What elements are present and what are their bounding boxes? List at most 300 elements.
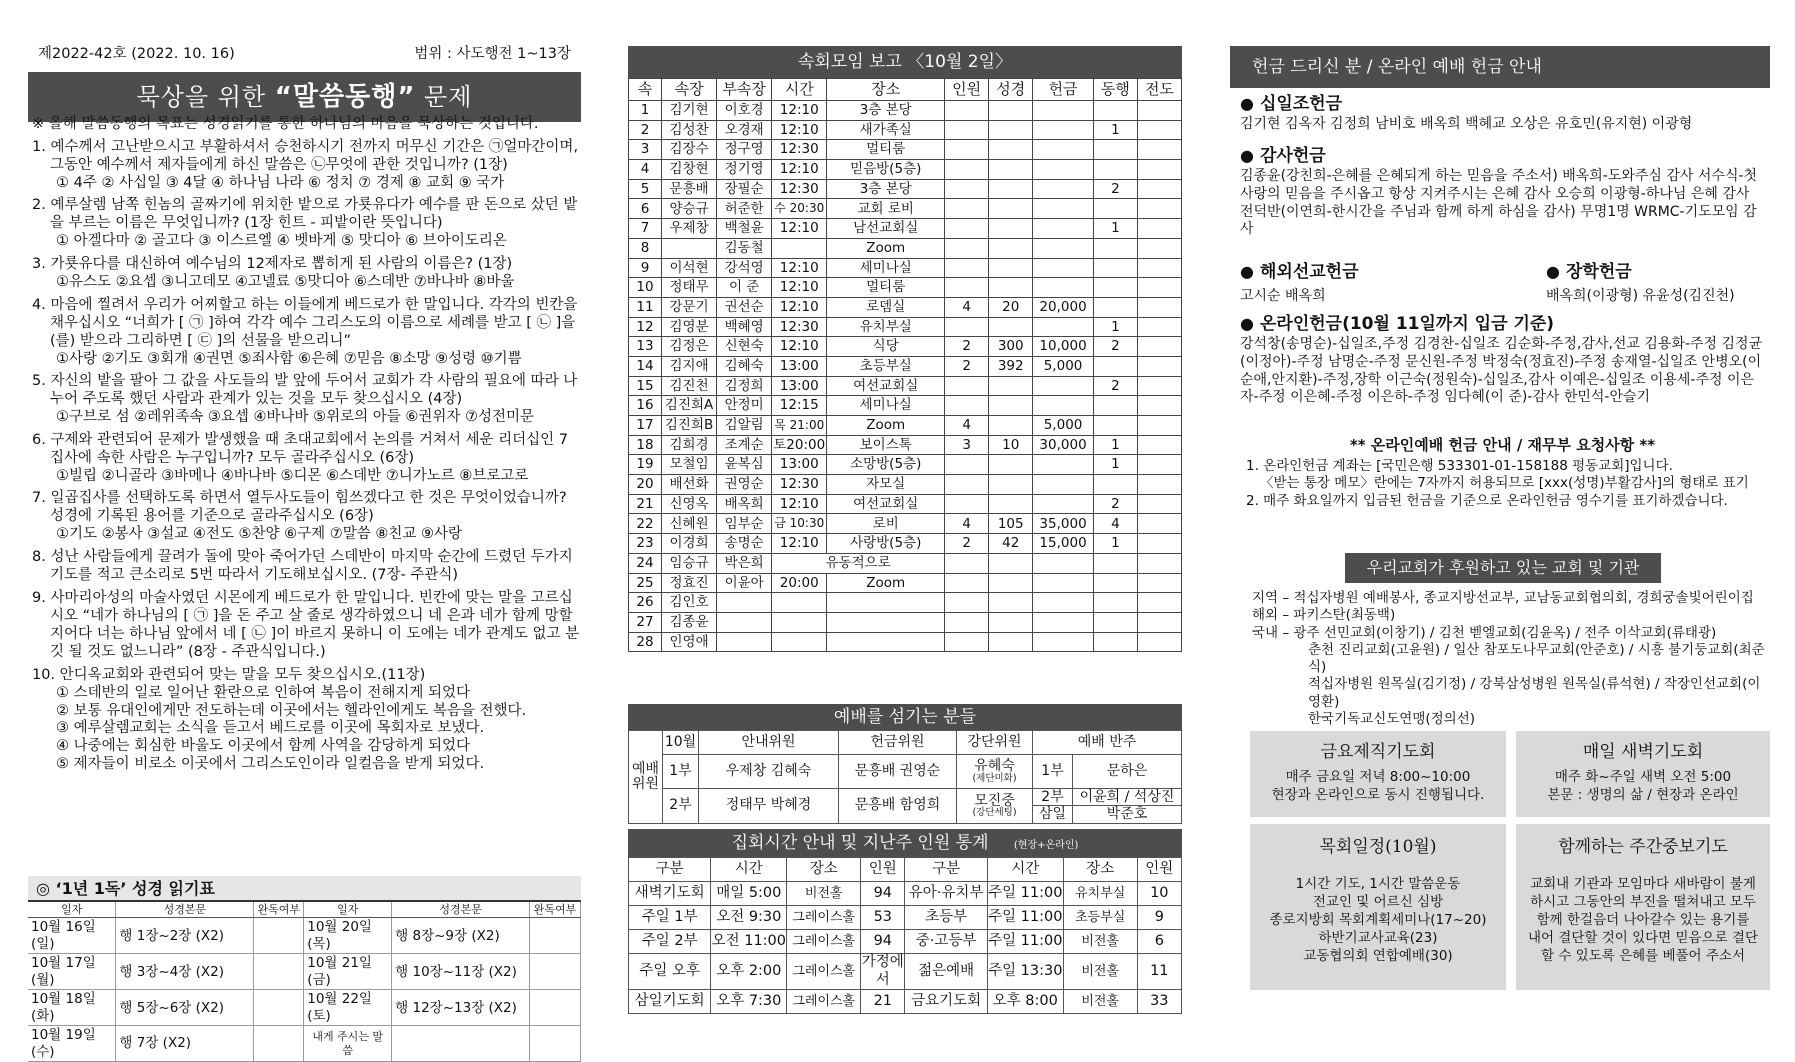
cell-value	[1137, 278, 1181, 298]
cell-value: 4	[945, 297, 989, 317]
cell-row	[629, 297, 1182, 317]
dawn-prayer-box: 매일 새벽기도회 매주 화~주일 새벽 오전 5:00 본문 : 생명의 삶 / 현장과 온라인	[1516, 731, 1770, 817]
cell-value: 로뎀실	[827, 297, 945, 317]
cell-value: 김종윤	[662, 612, 717, 632]
cell-value: 목 21:00	[772, 416, 827, 436]
cell-value	[1093, 101, 1137, 121]
cell-value	[989, 101, 1033, 121]
cell-value: 27	[629, 612, 662, 632]
issue-number: 제2022-42호 (2022. 10. 16)	[38, 46, 235, 62]
cell-value: 정효진	[662, 573, 717, 593]
cell-value: 임부순	[717, 514, 772, 534]
cell-value: 2	[1093, 376, 1137, 396]
cell-value	[1137, 416, 1181, 436]
cell-value: 3층 본당	[827, 179, 945, 199]
stat-cell: 금요기도회	[905, 990, 987, 1014]
support-list	[1252, 590, 1767, 728]
question-item	[28, 549, 581, 585]
stat-cell: 오후 7:30	[711, 990, 787, 1014]
reading-cell	[254, 1026, 304, 1062]
cell-value	[1093, 475, 1137, 495]
stat-cell: 매일 5:00	[711, 882, 787, 906]
stat-cell: 주일 1부	[629, 906, 711, 930]
reading-header: 일자	[28, 902, 116, 918]
cell-value: 21	[629, 494, 662, 514]
stat-cell: 주일 11:00	[987, 906, 1063, 930]
reading-cell	[530, 1026, 581, 1062]
reading-cell: 행 7장 (X2)	[116, 1026, 254, 1062]
stat-cell: 주일 오후	[629, 954, 711, 990]
cell-value	[1093, 416, 1137, 436]
cell-value: 식당	[827, 337, 945, 357]
cell-value	[1137, 455, 1181, 475]
cell-value: 초등부실	[827, 356, 945, 376]
cell-value	[945, 219, 989, 239]
cell-value	[1137, 120, 1181, 140]
cell-row	[629, 455, 1182, 475]
cell-value: 백혜영	[717, 317, 772, 337]
cell-value: 여선교회실	[827, 376, 945, 396]
cell-value: 2	[945, 534, 989, 554]
cell-value	[1093, 140, 1137, 160]
intercession-box: 함께하는 주간중보기도 교회내 기관과 모임마다 새바람이 불게 하시고 그동안의 부진을 떨쳐내고 모두 함께 한걸음더 나아갈수 있는 용기를 내어 결단할 것이 있다면 믿음으로 결단 할 수 있도록 은혜를 베풀어 주소서	[1516, 824, 1770, 990]
cell-value: 정구영	[717, 140, 772, 160]
cell-value: 12:10	[772, 494, 827, 514]
stat-cell: 그레이스홀	[787, 990, 861, 1014]
cell-value	[989, 573, 1033, 593]
cell-value: 김진천	[662, 376, 717, 396]
cell-value	[1093, 553, 1137, 573]
cell-header: 헌금	[1033, 79, 1094, 101]
cell-value	[1093, 238, 1137, 258]
cell-value	[1093, 278, 1137, 298]
cell-value: 13:00	[772, 455, 827, 475]
friday-prayer-box: 금요제직기도회 매주 금요일 저녁 8:00~10:00 현장과 온라인으로 동시 진행됩니다.	[1250, 731, 1506, 817]
cell-value	[945, 160, 989, 180]
cell-value	[1033, 376, 1094, 396]
cell-row	[629, 219, 1182, 239]
servers-title: 예배를 섬기는 분들	[628, 704, 1182, 730]
cell-value	[989, 553, 1033, 573]
cell-value	[1033, 593, 1094, 613]
stat-cell: 비전홀	[787, 882, 861, 906]
question-options: ①유스도 ②요셉 ③니고데모 ④고넬료 ⑤맛디아 ⑥스데반 ⑦바나바 ⑧바울	[56, 273, 515, 290]
stat-header: 장소	[787, 858, 861, 882]
finance-notice: ** 온라인예배 헌금 안내 / 재무부 요청사항 ** 1. 온라인헌금 계좌는 [국민은행 533301-01-158188 평동교회]입니다. 〈받는 통장 메모〉란에는 7자까지 허용되므로 [xxx(성명)부활감사]의 형태로 표기 2. 매주 화요일까지 입금된 헌금을 기준으로 온라인헌금 영수기를 표기하겠습니다.	[1246, 436, 1749, 509]
cell-header: 성경	[989, 79, 1033, 101]
cell-value: 신영옥	[662, 494, 717, 514]
stat-cell: 주일 11:00	[987, 930, 1063, 954]
stat-header: 인원	[1137, 858, 1181, 882]
cell-value: 10,000	[1033, 337, 1094, 357]
cell-row	[629, 632, 1182, 652]
offering-column	[1230, 0, 1770, 1039]
cell-row	[629, 337, 1182, 357]
reading-cell: 10월 17일(월)	[28, 954, 116, 990]
question-options: ①빌립 ②니골라 ③바메나 ④바나바 ⑤디몬 ⑥스데반 ⑦니가노르 ⑧브로고로	[56, 467, 529, 484]
reading-row	[28, 954, 581, 990]
cell-value: 12:10	[772, 278, 827, 298]
stat-cell: 새벽기도회	[629, 882, 711, 906]
cell-value	[1137, 514, 1181, 534]
cell-value: 4	[945, 416, 989, 436]
cell-value: 이 준	[717, 278, 772, 298]
support-line: 춘천 진리교회(고윤원) / 일산 참포도나무교회(안준호) / 시흥 불기둥교회(최준식)	[1308, 641, 1765, 676]
reading-header: 성경본문	[392, 902, 530, 918]
cell-value: 1	[1093, 219, 1137, 239]
cell-value: 20,000	[1033, 297, 1094, 317]
cell-value	[945, 612, 989, 632]
reading-cell: 행 12장~13장 (X2)	[392, 990, 530, 1026]
cell-value: 392	[989, 356, 1033, 376]
reading-row	[28, 918, 581, 954]
cell-value: 22	[629, 514, 662, 534]
stat-cell: 주일 2부	[629, 930, 711, 954]
stat-header: 인원	[861, 858, 905, 882]
cell-value	[772, 612, 827, 632]
cell-value: 11	[629, 297, 662, 317]
cell-value	[1137, 632, 1181, 652]
cell-value: 보이스톡	[827, 435, 945, 455]
cell-value: 300	[989, 337, 1033, 357]
cell-value: 정기영	[717, 160, 772, 180]
cell-value	[1033, 160, 1094, 180]
cell-value: 2	[1093, 494, 1137, 514]
cell-row	[629, 140, 1182, 160]
stat-cell: 94	[861, 930, 905, 954]
cell-value	[989, 317, 1033, 337]
cell-value: 배선화	[662, 475, 717, 495]
mission-section: ● 해외선교헌금 고시순 배옥희	[1240, 262, 1520, 306]
cell-value	[1093, 573, 1137, 593]
cell-value: 13:00	[772, 376, 827, 396]
cell-row	[629, 258, 1182, 278]
stat-row	[629, 990, 1182, 1014]
stat-cell: 33	[1137, 990, 1181, 1014]
reading-header: 완독여부	[254, 902, 304, 918]
stat-cell: 10	[1137, 882, 1181, 906]
cell-row	[629, 160, 1182, 180]
cell-value	[945, 199, 989, 219]
cell-row	[629, 238, 1182, 258]
cell-value	[1093, 632, 1137, 652]
cell-value	[1137, 258, 1181, 278]
cell-value: 12:10	[772, 258, 827, 278]
stat-header: 구분	[905, 858, 987, 882]
cell-row	[629, 278, 1182, 298]
cell-value	[1033, 238, 1094, 258]
cell-value	[717, 593, 772, 613]
cell-value	[1033, 120, 1094, 140]
cell-value: 13	[629, 337, 662, 357]
cell-value	[945, 455, 989, 475]
cell-value	[1033, 258, 1094, 278]
cell-value: 임승규	[662, 553, 717, 573]
cell-value: 12:10	[772, 160, 827, 180]
cell-value	[1093, 593, 1137, 613]
quiz-title: 묵상을 위한 “말씀동행” 문제	[28, 72, 581, 122]
stat-row	[629, 954, 1182, 990]
cell-value	[1137, 101, 1181, 121]
cell-value	[945, 593, 989, 613]
cell-value: 18	[629, 435, 662, 455]
reading-cell: 행 10장~11장 (X2)	[392, 954, 530, 990]
cell-value: 8	[629, 238, 662, 258]
cell-value: 소망방(5층)	[827, 455, 945, 475]
scholarship-section: ● 장학헌금 배옥희(이광형) 유윤성(김진천)	[1546, 262, 1766, 306]
question-text: 6. 구제와 관련되어 문제가 발생했을 때 초대교회에서 논의를 거쳐서 세운 리더십인 7집사에 속한 사람은 누구입니까? 모두 골라주십시오 (6장)	[32, 431, 568, 466]
cell-value	[1093, 297, 1137, 317]
cell-value: 25	[629, 573, 662, 593]
cell-value: 4	[945, 514, 989, 534]
question-options: ①사랑 ②기도 ③회개 ④권면 ⑤죄사함 ⑥은혜 ⑦믿음 ⑧소망 ⑨성령 ⑩기쁨	[56, 350, 522, 367]
cell-value	[772, 238, 827, 258]
support-line: 해외 – 파키스탄(최동백)	[1252, 607, 1396, 624]
question-text: 3. 가룟유다를 대신하여 예수님의 12제자로 뽑히게 된 사람의 이름은? (1장)	[32, 255, 513, 272]
cell-value: 정태무	[662, 278, 717, 298]
cell-value	[1137, 238, 1181, 258]
cell-value: 35,000	[1033, 514, 1094, 534]
cell-value: 김진희B	[662, 416, 717, 436]
cell-value: 김희경	[662, 435, 717, 455]
cell-value: 김혜숙	[717, 356, 772, 376]
cell-value	[945, 553, 989, 573]
cell-value	[1137, 219, 1181, 239]
cell-value	[1033, 553, 1094, 573]
reading-cell: 10월 21일 (금)	[304, 954, 392, 990]
cell-value: 24	[629, 553, 662, 573]
reading-cell: 내게 주시는 말씀	[304, 1026, 392, 1062]
cell-value	[772, 632, 827, 652]
reading-cell: 행 5장~6장 (X2)	[116, 990, 254, 1026]
cell-value	[1137, 199, 1181, 219]
stat-cell: 94	[861, 882, 905, 906]
reading-row	[28, 990, 581, 1026]
cell-header: 전도	[1137, 79, 1181, 101]
reading-range: 범위 : 사도행전 1~13장	[414, 46, 571, 62]
cell-row	[629, 612, 1182, 632]
cell-row	[629, 416, 1182, 436]
cell-value: 토20:00	[772, 435, 827, 455]
cell-value: 이윤아	[717, 573, 772, 593]
question-text: 2. 예루살렘 남쪽 힌놈의 골짜기에 위치한 밭으로 가룟유다가 예수를 판 돈으로 샀던 밭을 부르는 이름은 무엇입니까? (1장 힌트 - 피밭이란 뜻입니다)	[32, 197, 578, 232]
cell-value: 권선순	[717, 297, 772, 317]
cell-row	[629, 356, 1182, 376]
cell-value	[945, 238, 989, 258]
question-item	[28, 667, 581, 773]
cell-value	[1033, 140, 1094, 160]
cell-value	[1137, 297, 1181, 317]
stat-header: 장소	[1063, 858, 1137, 882]
cell-value: 금 10:30	[772, 514, 827, 534]
cell-value: 12:30	[772, 317, 827, 337]
cell-value: 윤복심	[717, 455, 772, 475]
reading-cell: 행 3장~4장 (X2)	[116, 954, 254, 990]
cell-value	[1137, 435, 1181, 455]
servers-rowlabel: 예배위원	[629, 731, 663, 824]
question-item	[28, 139, 581, 193]
stats-table	[628, 857, 1182, 1014]
cell-value	[945, 475, 989, 495]
cell-value	[945, 376, 989, 396]
cell-value: 2	[1093, 337, 1137, 357]
cell-value: 15	[629, 376, 662, 396]
cell-value	[772, 593, 827, 613]
cell-value	[945, 494, 989, 514]
reading-cell	[254, 918, 304, 954]
cell-row	[629, 120, 1182, 140]
cell-value	[1033, 396, 1094, 416]
cell-value: 12:10	[772, 337, 827, 357]
cell-value: 김지애	[662, 356, 717, 376]
cell-row	[629, 494, 1182, 514]
cell-value: 백철윤	[717, 219, 772, 239]
reading-cell: 10월 18일(화)	[28, 990, 116, 1026]
cell-value	[1137, 376, 1181, 396]
cell-value: 23	[629, 534, 662, 554]
cell-value: 멀티룸	[827, 140, 945, 160]
cell-value	[1137, 179, 1181, 199]
cell-value: 자모실	[827, 475, 945, 495]
cell-value: 3층 본당	[827, 101, 945, 121]
cell-header: 장소	[827, 79, 945, 101]
cell-value: 12	[629, 317, 662, 337]
cell-value: 김장수	[662, 140, 717, 160]
cell-value	[1093, 199, 1137, 219]
reading-cell: 10월 22일 (토)	[304, 990, 392, 1026]
question-list	[28, 139, 581, 774]
online-offering-section: ● 온라인헌금(10월 11일까지 입금 기준) 강석창(송명순)-십일조,주정 김경찬-십일조 김순화-주정,감사,선교 김용화-주정 김정균(이정아)-주정 남명순-주정 문신원-주정 박정숙(정효진)-주정 송재열-십일조 안병오(이순애,안지환)-주정,장학 이근숙(정원숙)-십일조,감사 이예은-십일조 이용세-주정 이은자-주정 이은혜-주정 이은하-주정 임다혜(이 준)-감사 한민석-안슬기	[1240, 314, 1765, 407]
stat-cell: 삼일기도회	[629, 990, 711, 1014]
cell-value	[945, 140, 989, 160]
question-item	[28, 297, 581, 369]
cell-value: 유동적으로	[772, 553, 945, 573]
question-item	[28, 256, 581, 292]
cell-value	[1033, 199, 1094, 219]
cell-value	[1033, 475, 1094, 495]
stat-cell: 그레이스홀	[787, 906, 861, 930]
question-text: 8. 성난 사람들에게 끌려가 돌에 맞아 죽어가던 스데반이 마지막 순간에 드렸던 두가지 기도를 적고 큰소리로 5번 따라서 기도해보십시오. (7장- 주관식)	[32, 549, 573, 584]
cell-value: 12:10	[772, 297, 827, 317]
cell-value: 12:10	[772, 120, 827, 140]
question-option: ④ 나중에는 회심한 바울도 이곳에서 함께 사역을 감당하게 되었다	[56, 737, 471, 754]
cell-value	[827, 612, 945, 632]
cell-value: 박은희	[717, 553, 772, 573]
cell-row	[629, 475, 1182, 495]
cell-value	[989, 475, 1033, 495]
cell-value: 1	[1093, 435, 1137, 455]
cell-value: 2	[945, 337, 989, 357]
cell-value	[1033, 219, 1094, 239]
cell-value	[827, 632, 945, 652]
cell-value	[1137, 317, 1181, 337]
cell-value: Zoom	[827, 238, 945, 258]
cell-value: 김정희	[717, 376, 772, 396]
cell-value	[945, 101, 989, 121]
reading-cell	[254, 990, 304, 1026]
thanks-section: ● 감사헌금 김종윤(강친희-은혜를 은혜되게 하는 믿음을 주소서) 배옥희-도와주심 감사 서수식-첫사랑의 믿음을 주시옵고 항상 지켜주시는 은혜 감사 오승희 이광형-하나님 은혜 감사 전덕반(이연희-한시간을 주님과 함께 하게 하심을 감사) 무명1명 WRMC-기도모임 감사	[1240, 146, 1765, 239]
cell-value	[989, 258, 1033, 278]
stat-cell: 오후 8:00	[987, 990, 1063, 1014]
cell-value: 12:10	[772, 101, 827, 121]
cell-value: 배옥희	[717, 494, 772, 514]
cell-report-table	[628, 78, 1182, 652]
cell-value: 강석영	[717, 258, 772, 278]
cell-value	[945, 632, 989, 652]
stat-cell: 오전 9:30	[711, 906, 787, 930]
cell-value: 조계순	[717, 435, 772, 455]
reading-cell: 10월 19일(수)	[28, 1026, 116, 1062]
reading-plan-table	[28, 902, 581, 1062]
servers-table: 예배위원 10월 안내위원 헌금위원 강단위원 예배 반주 1부 우제창 김혜숙 문흥배 권영순 유혜숙 (제단미화) 1부 문하은 2부 정태무 박혜경 문흥배 함영희 모진중 (강단세팅) 2부 삼일 이윤희 / 석상진 박준호	[628, 730, 1182, 824]
cell-value	[662, 238, 717, 258]
question-item	[28, 432, 581, 486]
cell-header: 인원	[945, 79, 989, 101]
cell-value: 20	[629, 475, 662, 495]
cell-value: 김영분	[662, 317, 717, 337]
cell-value: 수 20:30	[772, 199, 827, 219]
cell-value	[717, 632, 772, 652]
question-item	[28, 590, 581, 662]
cell-value: 사랑방(5층)	[827, 534, 945, 554]
cell-value	[989, 396, 1033, 416]
cell-value: 문흥배	[662, 179, 717, 199]
cell-value: 이호경	[717, 101, 772, 121]
stats-title: 집회시간 안내 및 지난주 인원 통계 (현장+온라인)	[628, 829, 1182, 857]
pastoral-schedule-box: 목회일정(10월) 1시간 기도, 1시간 말씀운동 전교인 및 어르신 심방 종로지방회 목회계획세미나(17~20) 하반기교사교육(23) 교동협의회 연합예배(30)	[1250, 824, 1506, 990]
question-option: ① 스데반의 일로 일어난 환란으로 인하여 복음이 전해지게 되었다	[56, 684, 471, 701]
stat-cell: 주일 11:00	[987, 882, 1063, 906]
cell-value	[1093, 612, 1137, 632]
support-title: 우리교회가 후원하고 있는 교회 및 기관	[1345, 553, 1661, 583]
cell-value: 로비	[827, 514, 945, 534]
question-option: ⑤ 제자들이 비로소 이곳에서 그리스도인이라 일컬음을 받게 되었다.	[56, 755, 485, 772]
reading-cell: 10월 16일(일)	[28, 918, 116, 954]
cell-value	[945, 396, 989, 416]
stat-cell: 유치부실	[1063, 882, 1137, 906]
cell-value	[989, 632, 1033, 652]
cell-row	[629, 101, 1182, 121]
cell-value	[989, 140, 1033, 160]
cell-value	[989, 494, 1033, 514]
reading-header: 완독여부	[530, 902, 581, 918]
cell-row	[629, 376, 1182, 396]
cell-value	[1137, 612, 1181, 632]
cell-value: 김동철	[717, 238, 772, 258]
cell-value	[1137, 160, 1181, 180]
reading-cell: 10월 20일 (목)	[304, 918, 392, 954]
question-options: ①기도 ②봉사 ③설교 ④전도 ⑤찬양 ⑥구제 ⑦말씀 ⑧친교 ⑨사랑	[56, 526, 462, 543]
cell-row	[629, 396, 1182, 416]
stat-cell: 젊은예배	[905, 954, 987, 990]
cell-value: 이경희	[662, 534, 717, 554]
cell-value	[827, 593, 945, 613]
cell-value	[989, 612, 1033, 632]
cell-value	[1137, 337, 1181, 357]
question-option: ③ 예루살렘교회는 소식을 듣고서 베드로를 이곳에 목회자로 보냈다.	[56, 720, 485, 737]
cell-value: 3	[945, 435, 989, 455]
cell-value	[1093, 396, 1137, 416]
cell-row	[629, 534, 1182, 554]
cell-value: 세미나실	[827, 258, 945, 278]
reading-row	[28, 1026, 581, 1062]
cell-value: 권영순	[717, 475, 772, 495]
question-text: 10. 안디옥교회와 관련되어 맞는 말을 모두 찾으십시오.(11장)	[32, 666, 426, 683]
cell-value	[1137, 593, 1181, 613]
question-options: ①구브로 섬 ②레위족속 ③요셉 ④바나바 ⑤위로의 아들 ⑥권위자 ⑦성전미문	[56, 409, 535, 426]
cell-value: 1	[629, 101, 662, 121]
question-item	[28, 490, 581, 544]
